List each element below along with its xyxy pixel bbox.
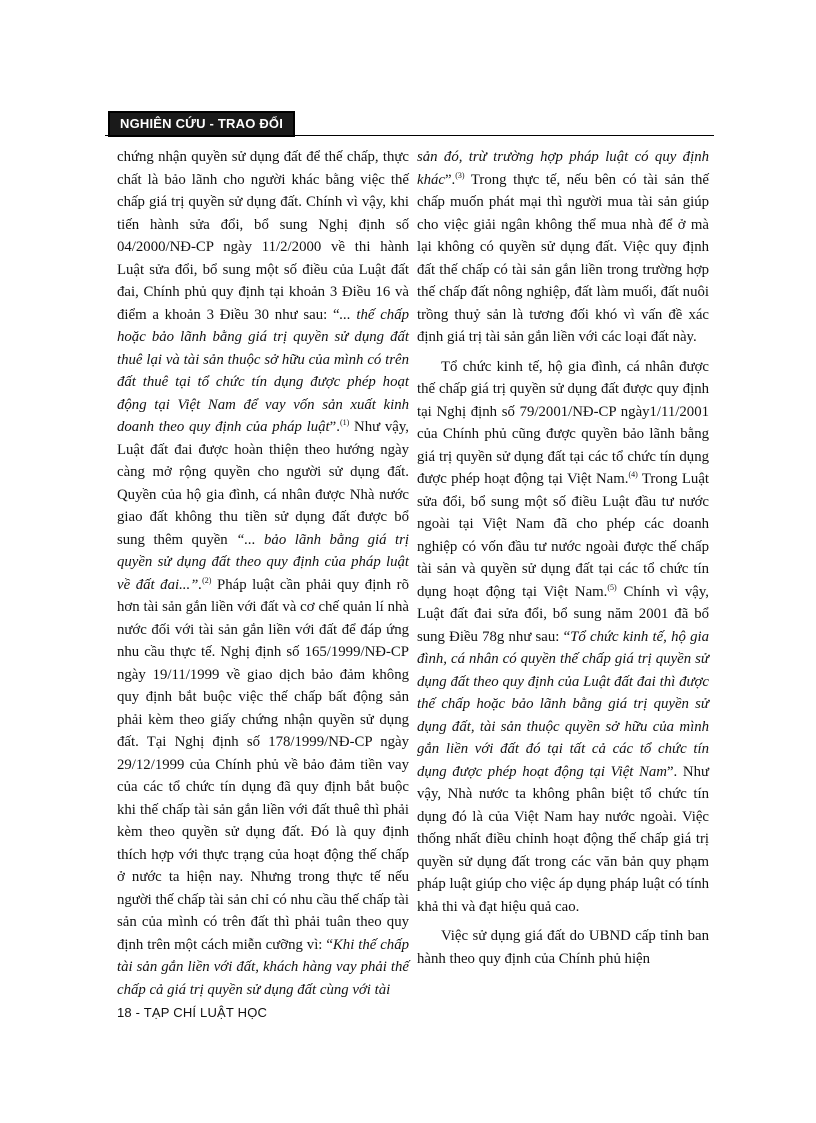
section-label: NGHIÊN CỨU - TRAO ĐỔI	[108, 111, 295, 137]
body-text: chứng nhận quyền sử dụng đất để thế chấp, thực chất là bảo lãnh cho người khác bằng việc thế chấp giá trị quyền sử dụng đất. Chính vì vậy, khi tiến hành sửa đổi, bổ sung Nghị định số 04/2000/NĐ-CP ngày 11/2/2000 về thi hành Luật sửa đổi, bổ sung một số điều của Luật đất đai, Chính phủ quy định tại khoản 3 Điều 16 và điểm a khoản 3 Điều 30 như sau: “	[117, 149, 409, 323]
footnote-ref: (1)	[339, 418, 350, 427]
body-text: ”.	[329, 419, 340, 435]
quoted-text: “... bảo lãnh bằng giá trị quyền sử dụng đất theo quy định của pháp luật về đất đai...”.	[117, 531, 409, 593]
paragraph	[417, 356, 709, 919]
body-text: Chính vì vậy, Luật đất đai sửa đổi, bổ sung năm 2001 đã bổ sung Điều 78g như sau: “	[417, 583, 709, 645]
body-text: Pháp luật cần phải quy định rõ hơn tài sản gắn liền với đất và cơ chế quản lí nhà nước đối với tài sản gắn liền với đất để đáp ứng nhu cầu thực tế. Nghị định số 165/1999/NĐ-CP ngày 19/11/1999 về giao dịch bảo đảm không quy định bắt buộc việc thế chấp bất động sản phải kèm theo giấy chứng nhận quyền sử dụng đất. Tại Nghị định số 178/1999/NĐ-CP ngày 29/12/1999 của Chính phủ về bảo đảm tiền vay của các tổ chức tín dụng đã quy định bắt buộc khi thế chấp tài sản gắn liền với đất thuê thì phải kèm theo quyền sử dụng đất. Đó là quy định thích hợp với thực trạng của hoạt động thế chấp ở nước ta hiện nay. Nhưng trong thực tế nếu người thế chấp tài sản chỉ có nhu cầu thế chấp tài sản của mình có trên đất thì phải tuân theo quy định trên một cách miễn cưỡng vì: “	[117, 576, 409, 953]
footnote-ref: (2)	[202, 575, 212, 585]
paragraph	[117, 146, 409, 1001]
paragraph	[417, 146, 709, 349]
page-footer: 18 - TẠP CHÍ LUẬT HỌC	[117, 1005, 268, 1020]
paragraph	[417, 925, 709, 970]
footnote-ref: (3)	[455, 170, 465, 180]
body-text: Trong Luật sửa đổi, bổ sung một số điều Luật đầu tư nước ngoài tại Việt Nam đã cho phép các doanh nghiệp có vốn đầu tư nước ngoài được thế chấp tài sản và quyền sử dụng đất tại các tổ chức tín dụng hoạt động tại Việt Nam.	[417, 471, 709, 600]
footnote-ref: (4)	[628, 470, 638, 479]
footnote-ref: (5)	[607, 582, 617, 592]
body-text: Như vậy, Luật đất đai được hoàn thiện theo hướng ngày càng mở rộng quyền cho người sử dụng đất. Quyền của hộ gia đình, cá nhân được Nhà nước giao đất không thu tiền sử dụng đất được bổ sung thêm quyền	[117, 419, 410, 548]
quoted-text: Khi thế chấp tài sản gắn liền với đất, khách hàng vay phải thế chấp cả giá trị quyền sử dụng đất cùng với tài	[117, 936, 409, 998]
body-text: ”. Như vậy, Nhà nước ta không phân biệt tổ chức tín dụng đó là của Việt Nam hay nước ngoài. Việc thống nhất điều chỉnh hoạt động thế chấp giá trị quyền sử dụng đất trong các văn bản quy phạm pháp luật giúp cho việc áp dụng pháp luật có tính khả thi và đạt hiệu quả cao.	[417, 763, 709, 915]
body-text: Tổ chức kinh tế, hộ gia đình, cá nhân được thế chấp giá trị quyền sử dụng đất được quy định tại Nghị định số 79/2001/NĐ-CP ngày1/11/2001 của Chính phủ cũng được quyền bảo lãnh bằng giá trị quyền sử dụng đất tại các tổ chức tín dụng được phép hoạt động tại Việt Nam.	[417, 358, 709, 487]
quoted-text: ... thế chấp hoặc bảo lãnh bằng giá trị quyền sử dụng đất thuê lại và tài sản thuộc sở hữu của mình có trên đất thuê tại tổ chức tín dụng được phép hoạt động tại Việt Nam để vay vốn sản xuất kinh doanh theo quy định của pháp luật	[117, 306, 409, 435]
body-text: Trong thực tế, nếu bên có tài sản thế chấp muốn phát mại thì người mua tài sản giúp cho việc giải ngân không thể mua nhà để ở mà lại không có quyền sử dụng đất. Việc quy định đất thế chấp có tài sản gắn liền trong trường hợp thế chấp đất nông nghiệp, đất làm muối, đất nuôi trồng thuỷ sản là tương đối khó vì vấn đề xác định giá trị tài sản gắn liền với các loại đất này.	[417, 171, 709, 345]
body-text: Việc sử dụng giá đất do UBND cấp tỉnh ban hành theo quy định của Chính phủ hiện	[417, 928, 709, 967]
quoted-text: sản đó, trừ trường hợp pháp luật có quy định khác	[417, 149, 709, 188]
right-column	[417, 146, 709, 970]
left-column	[117, 146, 409, 1001]
body-text: ”.	[444, 171, 456, 188]
quoted-text: Tổ chức kinh tế, hộ gia đình, cá nhân có quyền thế chấp giá trị quyền sử dụng đất theo quy định của Luật đất đai thì được thế chấp hoặc bảo lãnh bằng giá trị quyền sử dụng đất, tài sản thuộc quyền sở hữu của mình gắn liền với đất đó tại tất cả các tổ chức tín dụng được phép hoạt động tại Việt Nam	[417, 628, 709, 780]
